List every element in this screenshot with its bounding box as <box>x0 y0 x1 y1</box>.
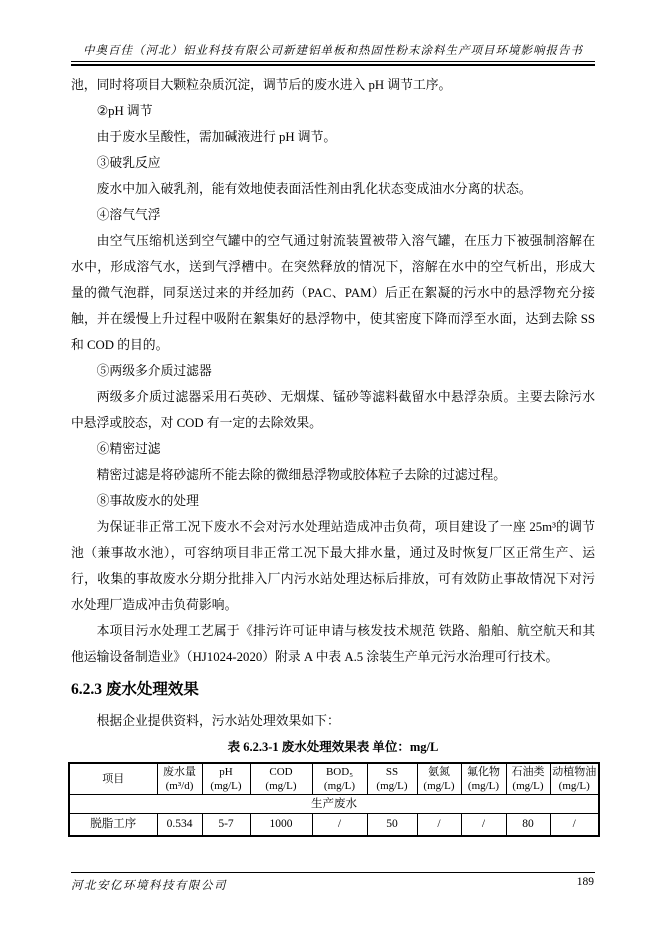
column-name: BOD₅ <box>325 766 354 778</box>
paragraph: 池，同时将项目大颗粒杂质沉淀，调节后的废水进入 pH 调节工序。 <box>71 78 452 92</box>
cell-ss: 50 <box>367 814 417 837</box>
column-header-animal-veg-oil <box>550 763 599 795</box>
cell-petroleum: 80 <box>506 814 550 837</box>
column-unit: (mg/L) <box>512 780 544 792</box>
column-unit: (mg/L) <box>467 780 500 792</box>
column-header-item <box>69 763 157 795</box>
cell-animal-veg-oil: / <box>550 814 599 837</box>
column-name: 石油类 <box>511 766 545 778</box>
column-unit: (mg/L) <box>323 780 356 792</box>
column-name: 氨氮 <box>428 766 450 778</box>
cell-ammonia: / <box>417 814 461 837</box>
column-name: SS <box>385 766 399 778</box>
paragraph: 为保证非正常工况下废水不会对污水处理站造成冲击负荷，项目建设了一座 25m³的调节池（兼事故水池），可容纳项目非正常工况下最大排水量，通过及时恢复厂区正常生产、运行，收集的事故废水分期分批排入厂内污水站处理达标后排放，可有效防止事故情况下对污水处理厂造成冲击负荷影响。 <box>71 520 595 612</box>
wastewater-effect-table <box>68 762 600 837</box>
paragraph: 精密过滤是将砂滤所不能去除的微细悬浮物或胶体粒子去除的过滤过程。 <box>96 468 507 482</box>
cell-flow: 0.534 <box>157 814 202 837</box>
header-rule <box>71 61 595 66</box>
cell-cod: 1000 <box>250 814 312 837</box>
paragraph: 本项目污水处理工艺属于《排污许可证申请与核发技术规范 铁路、船舶、航空航天和其他运输设备制造业》（HJ1024-2020）附录 A 中表 A.5 涂装生产单元污水治理可行技术。 <box>71 624 595 664</box>
column-unit: (mg/L) <box>423 780 455 792</box>
footer-rule <box>71 872 595 873</box>
column-header-flow <box>157 763 202 795</box>
column-name: 动植物油 <box>552 766 597 778</box>
table-row <box>69 814 599 837</box>
column-name: 项目 <box>102 773 125 785</box>
column-unit: (mg/L) <box>210 780 242 792</box>
column-unit: (m³/d) <box>165 780 194 792</box>
group-label: 生产废水 <box>69 795 599 814</box>
paragraph: ⑧事故废水的处理 <box>96 494 199 508</box>
column-header-ph <box>202 763 250 795</box>
footer-company: 河北安亿环境科技有限公司 <box>71 880 227 892</box>
table-group-row <box>69 795 599 814</box>
paragraph: 两级多介质过滤器采用石英砂、无烟煤、锰砂等滤料截留水中悬浮杂质。主要去除污水中悬浮或胶态，对 COD 有一定的去除效果。 <box>71 390 595 430</box>
column-header-fluoride <box>461 763 506 795</box>
column-unit: (mg/L) <box>265 780 297 792</box>
section-heading: 6.2.3 废水处理效果 <box>71 681 199 698</box>
cell-process: 脱脂工序 <box>69 814 157 837</box>
table-header-row <box>69 763 599 795</box>
column-name: pH <box>219 766 233 778</box>
cell-ph: 5-7 <box>202 814 250 837</box>
column-header-ammonia <box>417 763 461 795</box>
paragraph: ④溶气气浮 <box>96 208 161 222</box>
cell-bod5: / <box>312 814 367 837</box>
column-header-bod5 <box>312 763 367 795</box>
table-title: 表 6.2.3-1 废水处理效果表 单位：mg/L <box>227 740 439 754</box>
column-header-ss <box>367 763 417 795</box>
column-name: COD <box>269 766 293 778</box>
paragraph: ⑥精密过滤 <box>96 442 161 456</box>
column-name: 废水量 <box>163 766 196 778</box>
cell-fluoride: / <box>461 814 506 837</box>
column-header-petroleum <box>506 763 550 795</box>
column-header-cod <box>250 763 312 795</box>
paragraph: 由空气压缩机送到空气罐中的空气通过射流装置被带入溶气罐，在压力下被强制溶解在水中，形成溶气水，送到气浮槽中。在突然释放的情况下，溶解在水中的空气析出，形成大量的微气泡群，同泵送过来的并经加药（PAC、PAM）后正在絮凝的污水中的悬浮物充分接触，并在缓慢上升过程中吸附在絮集好的悬浮物中，使其密度下降而浮至水面，达到去除 SS 和 COD 的目的。 <box>71 234 595 352</box>
paragraph: 废水中加入破乳剂，能有效地使表面活性剂由乳化状态变成油水分离的状态。 <box>96 182 532 196</box>
paragraph: 由于废水呈酸性，需加碱液进行 pH 调节。 <box>96 130 337 144</box>
column-unit: (mg/L) <box>376 780 408 792</box>
column-name: 氟化物 <box>467 766 500 778</box>
paragraph: ②pH 调节 <box>96 104 153 118</box>
paragraph: ③破乳反应 <box>96 156 161 170</box>
column-unit: (mg/L) <box>558 780 590 792</box>
paragraph: 根据企业提供资料，污水站处理效果如下： <box>96 714 340 728</box>
page-content <box>71 72 595 837</box>
page-number: 189 <box>576 876 594 888</box>
page-header-title: 中奥百佳（河北）铝业科技有限公司新建铝单板和热固性粉末涂料生产项目环境影响报告书 <box>83 45 583 57</box>
paragraph: ⑤两级多介质过滤器 <box>96 364 212 378</box>
